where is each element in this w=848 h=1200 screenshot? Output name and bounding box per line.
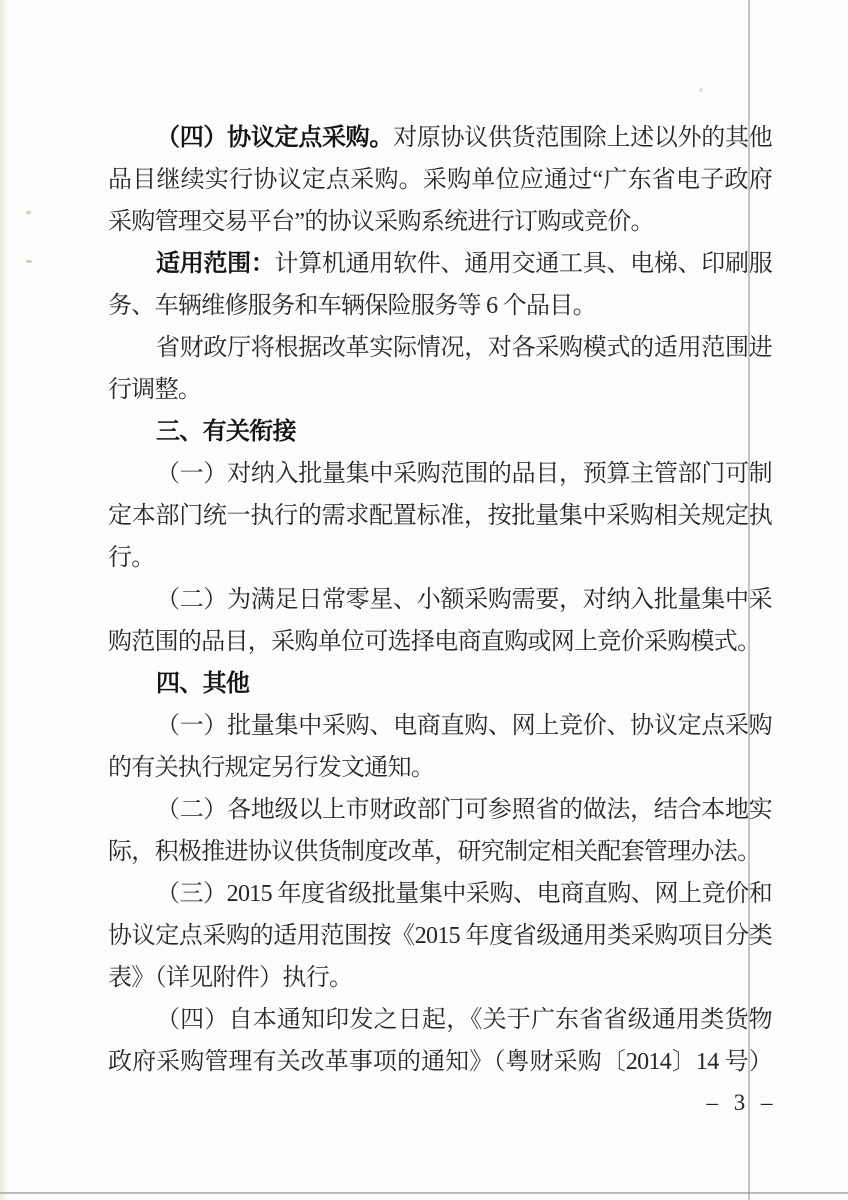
paragraph-4-agreement-procurement-line xyxy=(108,117,772,159)
doc-line xyxy=(108,453,772,495)
doc-line xyxy=(108,789,772,831)
doc-line xyxy=(108,159,772,201)
line-text: 计算机通用软件、通用交通工具、电梯、印刷服 xyxy=(274,251,772,277)
doc-line xyxy=(108,957,772,999)
line-text: 省财政厅将根据改革实际情况，对各采购模式的适用范围进 xyxy=(156,335,772,361)
scan-speck xyxy=(26,260,32,263)
line-text: 的有关执行规定另行发文通知。 xyxy=(108,755,435,781)
line-text: （三）2015 年度省级批量集中采购、电商直购、网上竞价和 xyxy=(156,881,772,907)
doc-line xyxy=(108,705,772,747)
line-text: 品目继续实行协议定点采购。采购单位应通过“广东省电子政府 xyxy=(108,167,772,193)
doc-line xyxy=(108,831,772,873)
doc-line xyxy=(108,915,772,957)
line-text: 对原协议供货范围除上述以外的其他 xyxy=(393,125,772,151)
line-text: （一）批量集中采购、电商直购、网上竞价、协议定点采购 xyxy=(156,713,772,739)
doc-line xyxy=(108,873,772,915)
line-text: 采购管理交易平台”的协议采购系统进行订购或竞价。 xyxy=(108,209,654,235)
doc-line xyxy=(108,621,772,663)
line-text: （一）对纳入批量集中采购范围的品目，预算主管部门可制 xyxy=(156,461,772,487)
heading-text: 四、其他 xyxy=(156,671,250,697)
run-in-heading: 适用范围： xyxy=(156,251,275,277)
page-number: – 3 – xyxy=(706,1090,778,1115)
line-text: 购范围的品目，采购单位可选择电商直购或网上竞价采购模式。 xyxy=(108,629,761,655)
doc-line xyxy=(108,285,772,327)
run-in-heading: （四）协议定点采购。 xyxy=(156,125,394,151)
line-text: 协议定点采购的适用范围按《2015 年度省级通用类采购项目分类 xyxy=(108,923,772,949)
doc-line xyxy=(108,579,772,621)
line-text: 表》（详见附件）执行。 xyxy=(108,965,353,991)
doc-line xyxy=(108,369,772,411)
applicable-scope-line xyxy=(108,243,772,285)
line-text: 政府采购管理有关改革事项的通知》（粤财采购〔2014〕14 号） xyxy=(108,1049,772,1075)
scan-speck xyxy=(699,88,703,92)
section-heading-4 xyxy=(108,663,772,705)
doc-line xyxy=(108,327,772,369)
section-heading-3 xyxy=(108,411,772,453)
scan-edge-tint xyxy=(0,0,7,1200)
doc-line xyxy=(108,1041,772,1083)
heading-text: 三、有关衔接 xyxy=(156,419,296,445)
doc-line xyxy=(108,537,772,579)
line-text: 行。 xyxy=(108,545,155,571)
doc-line xyxy=(108,999,772,1041)
scan-speck xyxy=(26,211,31,214)
doc-line xyxy=(108,201,772,243)
scan-bottom-rule xyxy=(0,1192,848,1194)
line-text: （二）各地级以上市财政部门可参照省的做法，结合本地实 xyxy=(156,797,772,823)
document-text-block xyxy=(108,117,772,1083)
line-text: 际，积极推进协议供货制度改革，研究制定相关配套管理办法。 xyxy=(108,839,761,865)
line-text: 行调整。 xyxy=(108,377,202,403)
doc-line xyxy=(108,747,772,789)
line-text: （二）为满足日常零星、小额采购需要，对纳入批量集中采 xyxy=(156,587,772,613)
line-text: 务、车辆维修服务和车辆保险服务等 6 个品目。 xyxy=(108,293,596,319)
doc-line xyxy=(108,495,772,537)
line-text: 定本部门统一执行的需求配置标准，按批量集中采购相关规定执 xyxy=(108,503,772,529)
line-text: （四）自本通知印发之日起，《关于广东省省级通用类货物 xyxy=(156,1007,772,1033)
